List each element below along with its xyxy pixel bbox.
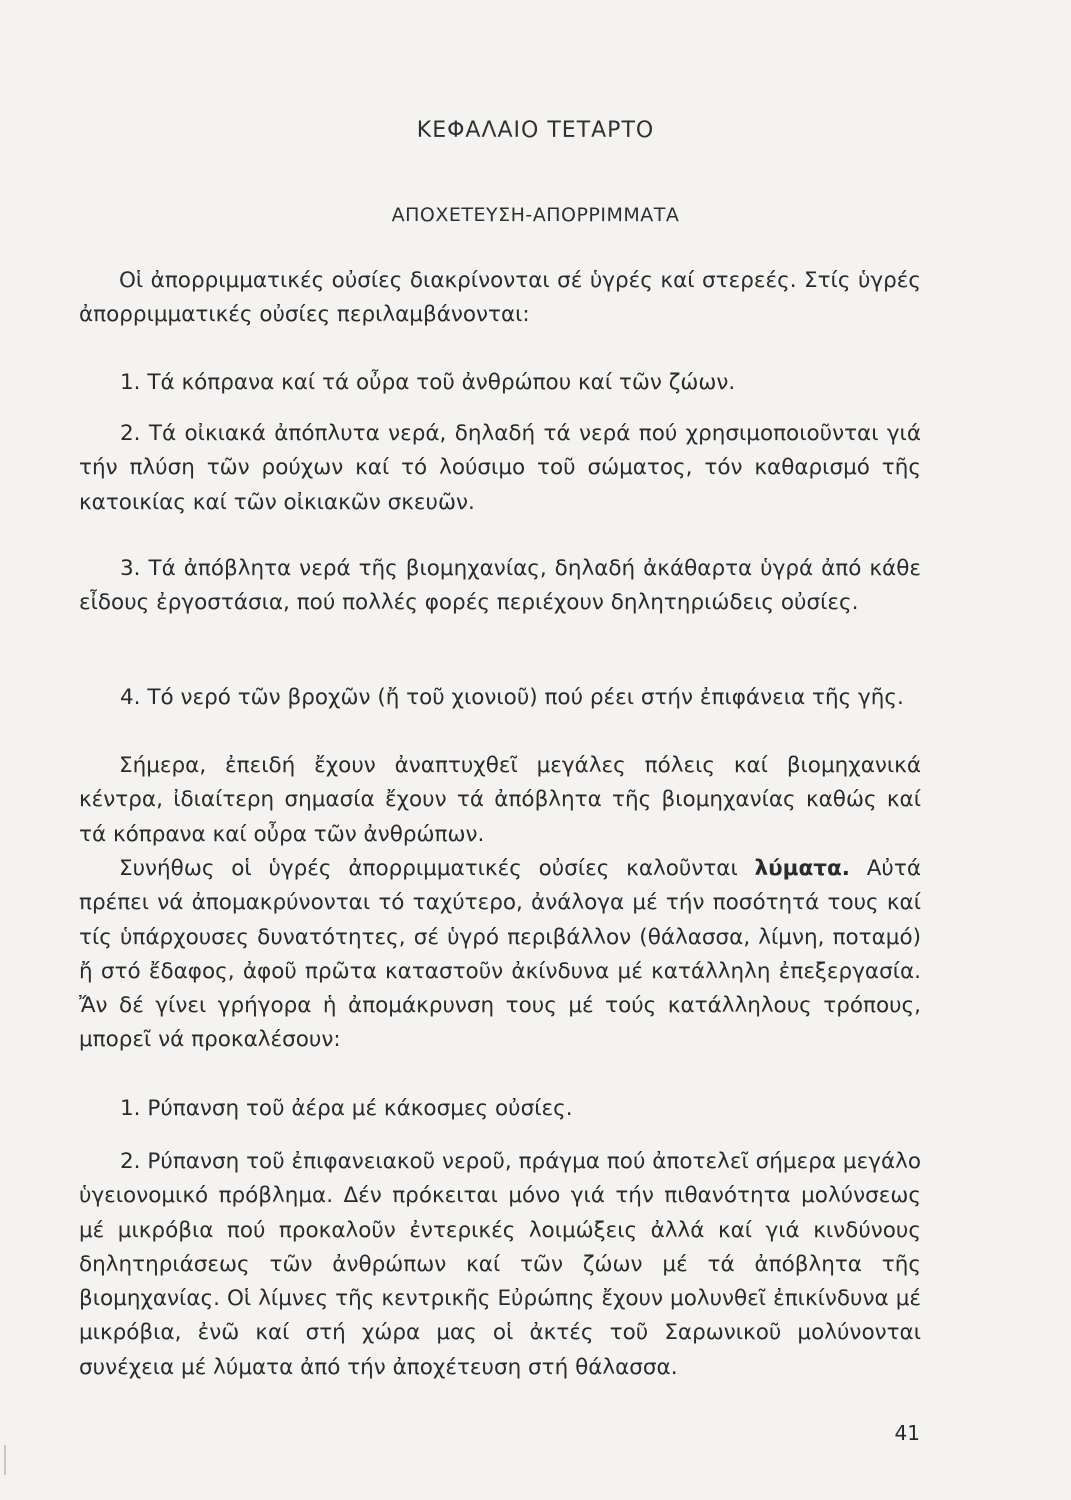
liquid-item-3: 3. Τά ἀπόβλητα νερά τῆς βιομηχανίας, δηλαδή ἀκάθαρτα ὑγρά ἀπό κάθε εἶδους ἐργοστάσια, πού πολλές φορές περιέχουν δηλητηριώδεις οὐσίες.	[79, 556, 921, 616]
liquid-item-2: 2. Τά οἰκιακά ἀπόπλυτα νερά, δηλαδή τά νερά πού χρησιμοποιοῦνται γιά τήν πλύση τῶν ρούχων καί τό λούσιμο τοῦ σώματος, τόν καθαρισμό τῆς κατοικίας καί τῶν οἰκιακῶν σκευῶν.	[79, 421, 921, 515]
paragraph-today: Σήμερα, ἐπειδή ἔχουν ἀναπτυχθεῖ μεγάλες πόλεις καί βιομηχανικά κέντρα, ἰδιαίτερη σημασία ἔχουν τά ἀπόβλητα τῆς βιομηχανίας καθώς καί τά κόπρανα καί οὖρα τῶν ἀνθρώπων.	[79, 753, 921, 847]
page-number: 41	[894, 1421, 920, 1445]
paragraph-lymata	[79, 852, 921, 1058]
section-title: ΑΠΟΧΕΤΕΥΣΗ-ΑΠΟΡΡΙΜΜΑΤΑ	[391, 204, 680, 226]
intro-paragraph: Οἱ ἀπορριμματικές οὐσίες διακρίνονται σέ ὑγρές καί στερεές. Στίς ὑγρές ἀπορριμματικές οὐσίες περιλαμβάνονται:	[79, 268, 921, 328]
lymata-keyword: λύματα.	[754, 856, 850, 881]
chapter-title: ΚΕΦΑΛΑΙΟ ΤΕΤΑΡΤΟ	[416, 118, 655, 143]
lymata-text-after: Αὐτά πρέπει νά ἀπομακρύνονται τό ταχύτερο, ἀνάλογα μέ τήν ποσότητά τους καί τίς ὑπάρχουσες δυνατότητες, σέ ὑγρό περιβάλλον (θάλασσα, λίμνη, ποταμό) ἤ στό ἔδαφος, ἀφοῦ πρῶτα καταστοῦν ἀκίνδυνα μέ κατάλληλη ἐπεξεργασία. Ἄν δέ γίνει γρήγορα ἡ ἀπομάκρυνση τους μέ τούς κατάλληλους τρόπους, μπορεῖ νά προκαλέσουν:	[79, 856, 921, 1053]
lymata-text-before: Συνήθως οἱ ὑγρές ἀπορριμματικές οὐσίες καλοῦνται	[119, 856, 755, 881]
liquid-item-1: 1. Τά κόπρανα καί τά οὖρα τοῦ ἀνθρώπου καί τῶν ζώων.	[120, 370, 736, 395]
scan-edge-mark	[4, 1445, 6, 1475]
liquid-item-4: 4. Τό νερό τῶν βροχῶν (ἤ τοῦ χιονιοῦ) πού ρέει στήν ἐπιφάνεια τῆς γῆς.	[120, 685, 904, 710]
consequence-item-2: 2. Ρύπανση τοῦ ἐπιφανειακοῦ νεροῦ, πράγμα πού ἀποτελεῖ σήμερα μεγάλο ὑγειονομικό πρόβλημα. Δέν πρόκειται μόνο γιά τήν πιθανότητα μολύνσεως μέ μικρόβια πού προκαλοῦν ἐντερικές λοιμώξεις ἀλλά καί γιά κινδύνους δηλητηριάσεως τῶν ἀνθρώπων καί τῶν ζώων μέ τά ἀπόβλητα τῆς βιομηχανίας. Οἱ λίμνες τῆς κεντρικῆς Εὐρώπης ἔχουν μολυνθεῖ ἐπικίνδυνα μέ μικρόβια, ἐνῶ καί στή χώρα μας οἱ ἀκτές τοῦ Σαρωνικοῦ μολύνονται συνέχεια μέ λύματα ἀπό τήν ἀποχέτευση στή θάλασσα.	[79, 1149, 921, 1380]
consequence-item-1: 1. Ρύπανση τοῦ ἀέρα μέ κάκοσμες οὐσίες.	[120, 1096, 573, 1121]
